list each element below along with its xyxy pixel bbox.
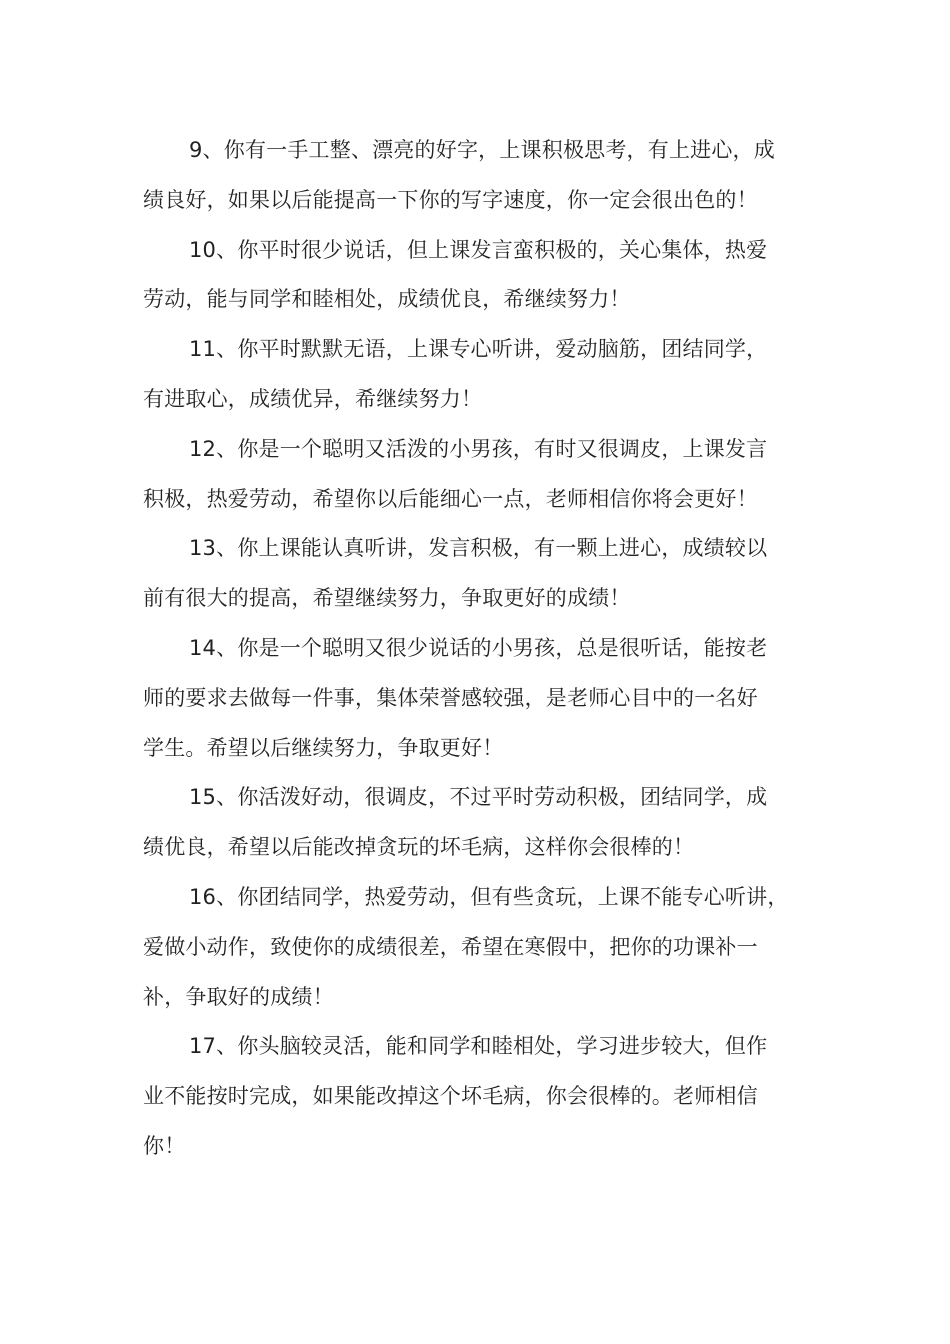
paragraph-line: 10、你平时很少说话，但上课发言蛮积极的，关心集体，热爱 — [189, 237, 768, 262]
comment-paragraph-14 — [143, 624, 813, 773]
paragraph-line: 你！ — [143, 1133, 186, 1158]
paragraph-line: 爱做小动作，致使你的成绩很差，希望在寒假中，把你的功课补一 — [143, 934, 758, 959]
comment-paragraph-15 — [143, 773, 813, 873]
paragraph-line: 16、你团结同学，热爱劳动，但有些贪玩，上课不能专心听讲， — [189, 884, 789, 909]
document-body — [143, 126, 813, 1172]
paragraph-line: 绩良好，如果以后能提高一下你的写字速度，你一定会很出色的！ — [143, 187, 758, 212]
paragraph-line: 11、你平时默默无语，上课专心听讲，爱动脑筋，团结同学， — [189, 337, 768, 362]
comment-paragraph-13 — [143, 524, 813, 624]
comment-paragraph-17 — [143, 1022, 813, 1171]
paragraph-line: 17、你头脑较灵活，能和同学和睦相处，学习进步较大，但作 — [189, 1034, 768, 1059]
paragraph-line: 绩优良，希望以后能改掉贪玩的坏毛病，这样你会很棒的！ — [143, 835, 695, 860]
comment-paragraph-16 — [143, 873, 813, 1022]
comment-paragraph-12 — [143, 425, 813, 525]
paragraph-line: 师的要求去做每一件事，集体荣誉感较强，是老师心目中的一名好 — [143, 685, 758, 710]
paragraph-line: 劳动，能与同学和睦相处，成绩优良，希继续努力！ — [143, 287, 631, 312]
paragraph-line: 有进取心，成绩优异，希继续努力！ — [143, 386, 483, 411]
paragraph-line: 15、你活泼好动，很调皮，不过平时劳动积极，团结同学，成 — [189, 785, 768, 810]
paragraph-line: 13、你上课能认真听讲，发言积极，有一颗上进心，成绩较以 — [189, 536, 768, 561]
paragraph-line: 积极，热爱劳动，希望你以后能细心一点，老师相信你将会更好！ — [143, 486, 758, 511]
paragraph-line: 学生。希望以后继续努力，争取更好！ — [143, 735, 504, 760]
paragraph-line: 前有很大的提高，希望继续努力，争取更好的成绩！ — [143, 586, 631, 611]
paragraph-line: 12、你是一个聪明又活泼的小男孩，有时又很调皮，上课发言 — [189, 436, 768, 461]
comment-paragraph-11 — [143, 325, 813, 425]
comment-paragraph-10 — [143, 226, 813, 326]
comment-paragraph-9 — [143, 126, 813, 226]
paragraph-line: 14、你是一个聪明又很少说话的小男孩，总是很听话，能按老 — [189, 635, 768, 660]
paragraph-line: 9、你有一手工整、漂亮的好字，上课积极思考，有上进心，成 — [189, 138, 775, 162]
paragraph-line: 业不能按时完成，如果能改掉这个坏毛病，你会很棒的。老师相信 — [143, 1084, 758, 1109]
paragraph-line: 补，争取好的成绩！ — [143, 984, 334, 1009]
